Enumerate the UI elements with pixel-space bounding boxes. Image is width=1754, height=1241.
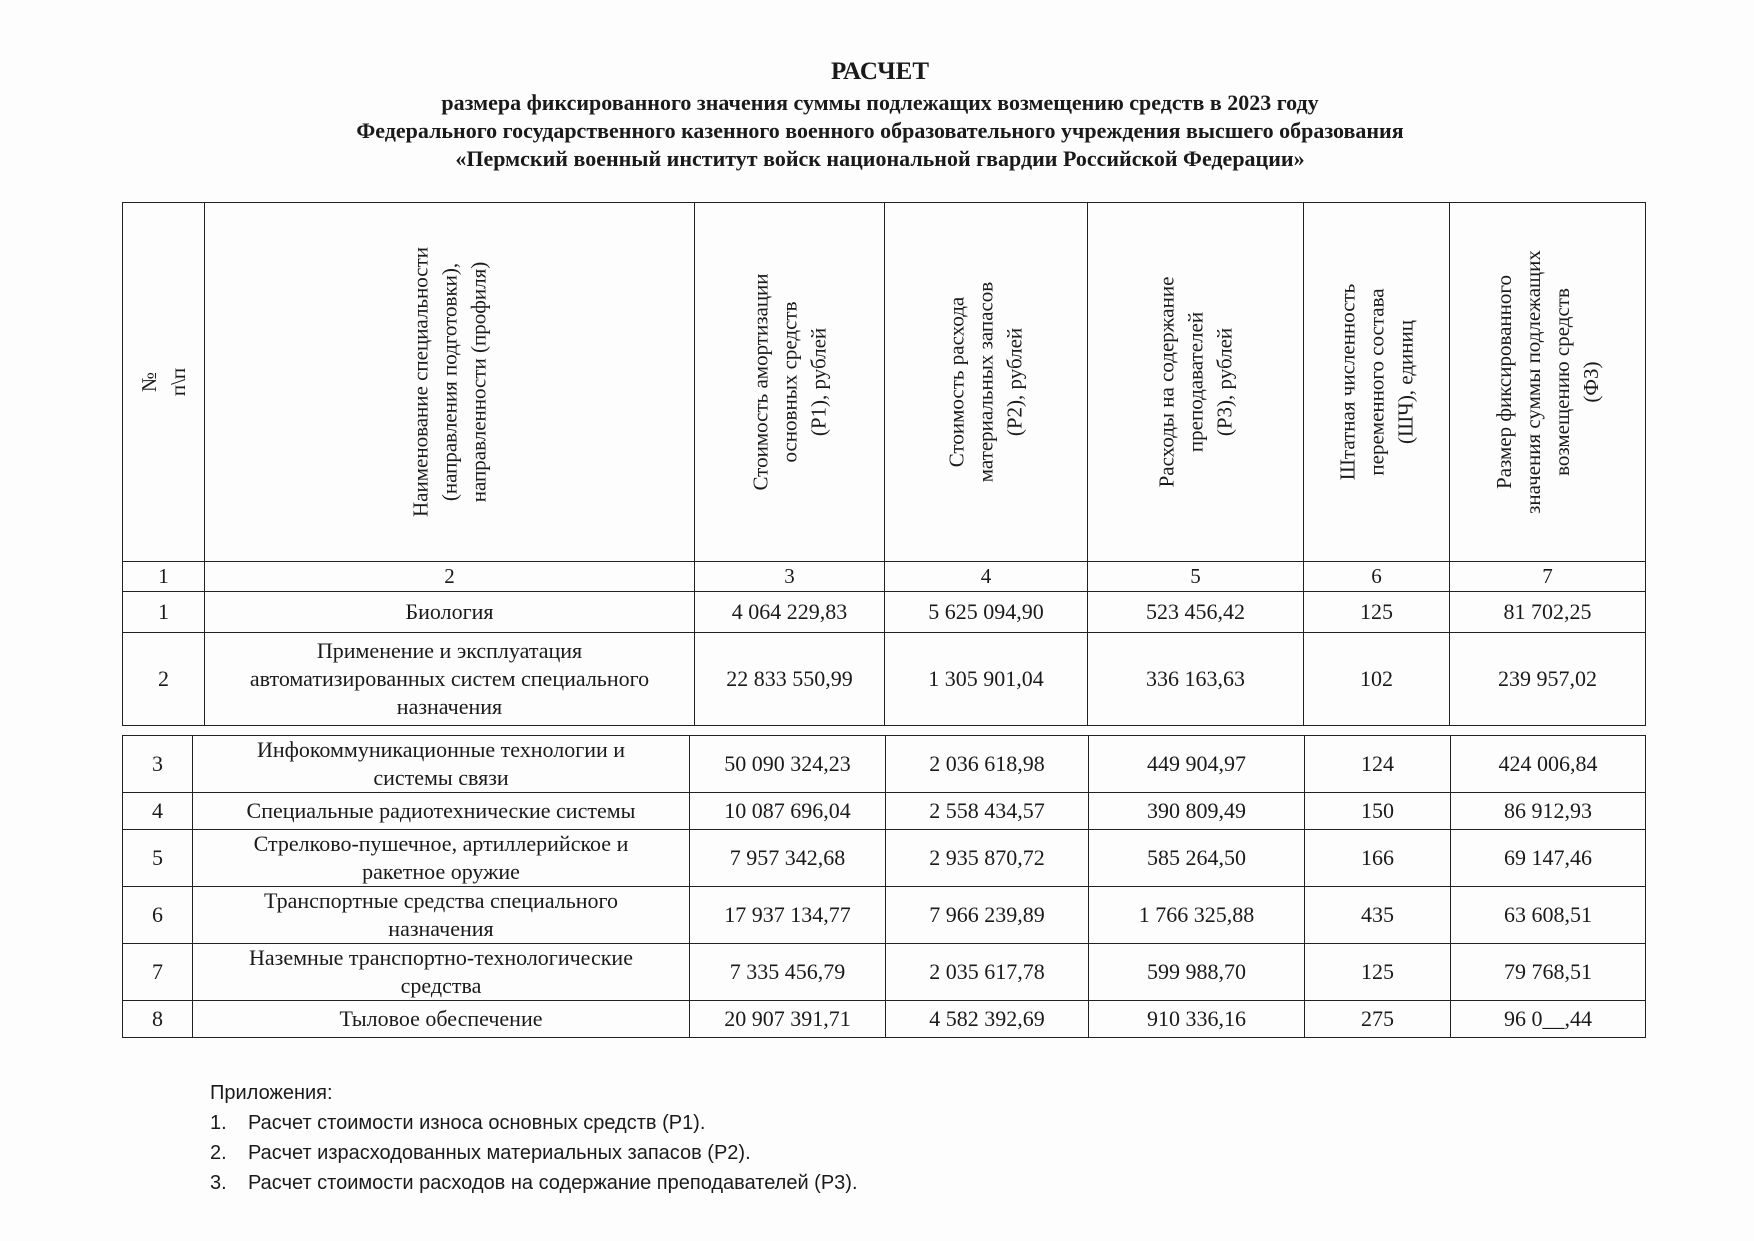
table-row (123, 736, 1646, 793)
appendix-item-text: Расчет стоимости расходов на содержание преподавателей (Р3). (248, 1172, 858, 1194)
header-p3 (1088, 203, 1304, 562)
staff-value: 166 (1305, 830, 1451, 887)
p3-value: 1 766 325,88 (1089, 887, 1305, 944)
header-p3-line-3: (Р3), рублей (1212, 327, 1236, 437)
row-number: 1 (123, 592, 205, 633)
column-number: 6 (1304, 562, 1450, 592)
p2-value: 7 966 239,89 (886, 887, 1089, 944)
appendix-item-number: 3. (210, 1172, 227, 1194)
specialty-name: Наземные транспортно-технологические средства (193, 944, 690, 1001)
title-block (180, 55, 1580, 173)
p3-value: 449 904,97 (1089, 736, 1305, 793)
p3-value: 523 456,42 (1088, 592, 1304, 633)
fz-value: 81 702,25 (1450, 592, 1646, 633)
header-p1-line-3: (Р1), рублей (806, 327, 830, 437)
specialty-name: Биология (205, 592, 695, 633)
header-staff-line-3: (ШЧ), единиц (1393, 319, 1417, 445)
staff-value: 275 (1305, 1001, 1451, 1038)
header-fz-line-4: (ФЗ) (1578, 361, 1603, 403)
header-p3-line-2: преподавателей (1183, 311, 1207, 453)
column-number: 2 (205, 562, 695, 592)
header-specialty (205, 203, 695, 562)
document-title: РАСЧЕТ (830, 58, 929, 85)
p3-value: 336 163,63 (1088, 633, 1304, 726)
column-number: 7 (1450, 562, 1646, 592)
header-p3-line-1: Расходы на содержание (1154, 276, 1178, 488)
appendix-item-text: Расчет стоимости износа основных средств (Р1). (248, 1112, 706, 1134)
header-p1 (695, 203, 885, 562)
appendix-item (210, 1108, 858, 1138)
p1-value: 20 907 391,71 (690, 1001, 886, 1038)
header-p2-line-1: Стоимость расхода (944, 296, 969, 468)
staff-value: 125 (1304, 592, 1450, 633)
column-number: 3 (695, 562, 885, 592)
fz-value: 424 006,84 (1451, 736, 1646, 793)
appendix-list (210, 1078, 858, 1198)
p3-value: 390 809,49 (1089, 793, 1305, 830)
header-fz (1450, 203, 1646, 562)
subtitle-line-1: размера фиксированного значения суммы подлежащих возмещению средств в 2023 году (441, 90, 1319, 115)
header-fz-line-2: значения суммы подлежащих (1520, 250, 1545, 514)
specialty-name: Инфокоммуникационные технологии и системы связи (193, 736, 690, 793)
p1-value: 50 090 324,23 (690, 736, 886, 793)
column-number: 5 (1088, 562, 1304, 592)
appendix-item-number: 1. (210, 1112, 227, 1134)
header-specialty-line-2: (направления подготовки), (437, 262, 461, 502)
header-number-line-2: п\п (165, 367, 190, 397)
header-number-line-1: № (136, 371, 161, 393)
row-number: 4 (123, 793, 193, 830)
header-specialty-line-3: направленности (профиля) (466, 261, 490, 503)
table-row (123, 830, 1646, 887)
calculation-table-part-1 (122, 202, 1646, 726)
row-number: 5 (123, 830, 193, 887)
row-number: 2 (123, 633, 205, 726)
table-row (123, 1001, 1646, 1038)
column-number: 4 (885, 562, 1088, 592)
p1-value: 22 833 550,99 (695, 633, 885, 726)
header-fz-line-1: Размер фиксированного (1491, 275, 1516, 489)
header-staff-line-2: переменного состава (1364, 288, 1388, 476)
header-p1-line-2: основных средств (777, 301, 801, 463)
fz-value: 63 608,51 (1451, 887, 1646, 944)
p1-value: 17 937 134,77 (690, 887, 886, 944)
fz-value: 69 147,46 (1451, 830, 1646, 887)
table-row (123, 633, 1646, 726)
column-number-row (123, 562, 1646, 592)
staff-value: 124 (1305, 736, 1451, 793)
specialty-name: Применение и эксплуатация автоматизированных систем специального назначения (205, 633, 695, 726)
fz-value: 239 957,02 (1450, 633, 1646, 726)
p3-value: 585 264,50 (1089, 830, 1305, 887)
p2-value: 2 035 617,78 (886, 944, 1089, 1001)
subtitle-line-2: Федерального государственного казенного военного образовательного учреждения высшего образования (356, 118, 1404, 143)
p3-value: 599 988,70 (1089, 944, 1305, 1001)
header-specialty-line-1: Наименование специальности (408, 247, 432, 517)
calculation-table-part-2 (122, 735, 1646, 1038)
table-row (123, 887, 1646, 944)
header-p2-line-2: материальных запасов (973, 281, 998, 483)
p1-value: 10 087 696,04 (690, 793, 886, 830)
row-number: 6 (123, 887, 193, 944)
appendix-heading: Приложения: (210, 1082, 333, 1104)
header-staff-line-1: Штатная численность (1335, 283, 1359, 481)
p2-value: 5 625 094,90 (885, 592, 1088, 633)
table-row (123, 944, 1646, 1001)
p2-value: 2 558 434,57 (886, 793, 1089, 830)
row-number: 7 (123, 944, 193, 1001)
specialty-name: Специальные радиотехнические системы (193, 793, 690, 830)
staff-value: 125 (1305, 944, 1451, 1001)
specialty-name: Тыловое обеспечение (193, 1001, 690, 1038)
appendix-item (210, 1168, 858, 1198)
fz-value: 96 0__,44 (1451, 1001, 1646, 1038)
column-number: 1 (123, 562, 205, 592)
appendix-item (210, 1138, 858, 1168)
row-number: 8 (123, 1001, 193, 1038)
p2-value: 2 935 870,72 (886, 830, 1089, 887)
appendix-item-number: 2. (210, 1142, 227, 1164)
header-staff (1304, 203, 1450, 562)
header-number (123, 203, 205, 562)
staff-value: 102 (1304, 633, 1450, 726)
row-number: 3 (123, 736, 193, 793)
specialty-name: Транспортные средства специального назначения (193, 887, 690, 944)
p2-value: 1 305 901,04 (885, 633, 1088, 726)
header-row (123, 203, 1646, 562)
staff-value: 435 (1305, 887, 1451, 944)
table-row (123, 793, 1646, 830)
p1-value: 4 064 229,83 (695, 592, 885, 633)
header-p2 (885, 203, 1088, 562)
header-p1-line-1: Стоимость амортизации (748, 273, 772, 491)
staff-value: 150 (1305, 793, 1451, 830)
header-p2-line-3: (Р2), рублей (1002, 327, 1027, 437)
header-fz-line-3: возмещению средств (1549, 288, 1574, 476)
p3-value: 910 336,16 (1089, 1001, 1305, 1038)
fz-value: 79 768,51 (1451, 944, 1646, 1001)
table-row (123, 592, 1646, 633)
p1-value: 7 957 342,68 (690, 830, 886, 887)
p2-value: 2 036 618,98 (886, 736, 1089, 793)
subtitle-line-3: «Пермский военный институт войск национальной гвардии Российской Федерации» (455, 146, 1305, 171)
appendix-item-text: Расчет израсходованных материальных запасов (Р2). (248, 1142, 751, 1164)
specialty-name: Стрелково-пушечное, артиллерийское и ракетное оружие (193, 830, 690, 887)
p2-value: 4 582 392,69 (886, 1001, 1089, 1038)
fz-value: 86 912,93 (1451, 793, 1646, 830)
p1-value: 7 335 456,79 (690, 944, 886, 1001)
